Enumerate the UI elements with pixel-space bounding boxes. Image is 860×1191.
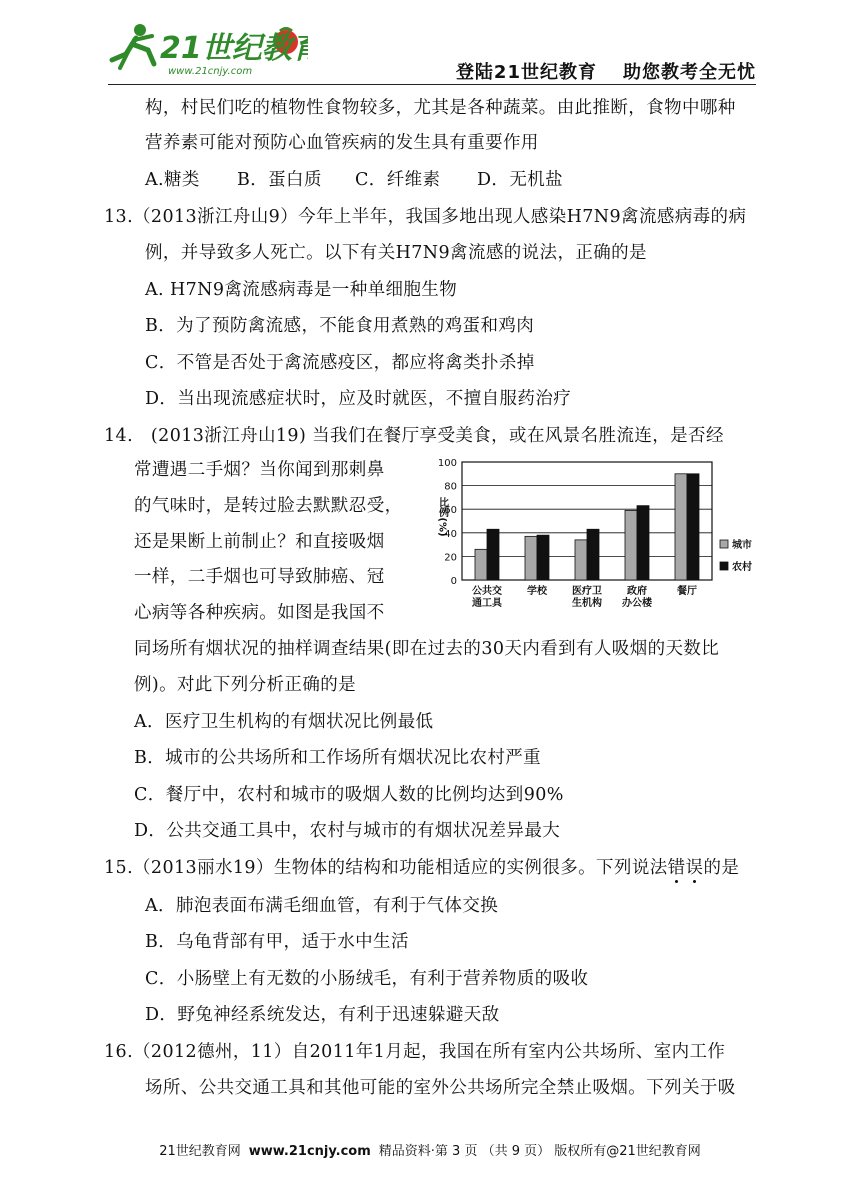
chart-svg — [420, 452, 760, 628]
q14-wrap-line3: 还是果断上前制止？和直接吸烟 — [134, 532, 385, 552]
x-tick-label: 生机构 — [572, 598, 602, 609]
q12-option-d: D．无机盐 — [477, 170, 564, 190]
q14-wrap-line4: 一样，二手烟也可导致肺癌、冠 — [134, 567, 385, 587]
q14-wrap-line5: 心病等各种疾病。如图是我国不 — [134, 603, 385, 623]
legend-swatch — [720, 540, 728, 548]
legend-label: 城市 — [732, 540, 752, 551]
q15-option-a: A．肺泡表面布满毛细血管，有利于气体交换 — [145, 896, 499, 916]
bar-rural — [587, 529, 599, 580]
x-tick-label: 医疗卫 — [572, 586, 602, 597]
q12-option-b: B．蛋白质 — [237, 170, 322, 190]
y-tick-label: 40 — [444, 528, 457, 540]
q12-line2: 营养素可能对预防心血管疾病的发生具有重要作用 — [145, 133, 539, 153]
q15-stem-end: 的是 — [703, 858, 740, 878]
bar-city — [625, 510, 637, 580]
header-slogan — [456, 58, 756, 84]
legend-label: 农村 — [732, 562, 752, 573]
y-tick-label: 0 — [450, 576, 457, 587]
q13-option-a: A. H7N9禽流感病毒是一种单细胞生物 — [145, 280, 458, 300]
bar-rural — [637, 506, 649, 580]
q14-option-b: B．城市的公共场所和工作场所有烟状况比农村严重 — [134, 748, 542, 768]
x-tick-label: 学校 — [527, 586, 547, 597]
q13-stem-line1: 13.（2013浙江舟山9）今年上半年，我国多地出现人感染H7N9禽流感病毒的病 — [104, 207, 747, 227]
bar-city — [525, 536, 537, 580]
bar-rural — [487, 529, 499, 580]
bar-rural — [537, 535, 549, 580]
y-tick-label: 60 — [444, 505, 457, 517]
logo — [108, 20, 308, 82]
q15-emphasis-2: 误 — [685, 858, 704, 878]
smoke-bar-chart — [420, 452, 760, 628]
x-tick-label: 办公楼 — [622, 598, 652, 609]
footer-text: 精品资料·第 3 页 （共 9 页） 版权所有@21世纪教育网 — [378, 1144, 701, 1159]
q13-option-b: B．为了预防禽流感，不能食用煮熟的鸡蛋和鸡肉 — [145, 316, 535, 336]
q12-options — [145, 168, 563, 192]
q13-option-c: C．不管是否处于禽流感疫区，都应将禽类扑杀掉 — [145, 353, 535, 373]
q12-option-a: A.糖类 — [145, 170, 200, 190]
footer-site: www.21cnjy.com — [248, 1144, 371, 1159]
bar-city — [575, 540, 587, 580]
slogan-left: 登陆21世纪教育 — [455, 62, 597, 83]
runner-icon — [112, 24, 154, 68]
slogan-right: 助您教考全无忧 — [623, 62, 756, 83]
q15-emphasis-1: 错 — [667, 858, 686, 878]
q14-option-d: D．公共交通工具中，农村与城市的有烟状况差异最大 — [134, 821, 561, 841]
legend-swatch — [720, 562, 728, 570]
x-tick-label: 通工具 — [472, 598, 502, 609]
q13-option-d: D．当出现流感症状时，应及时就医，不擅自服药治疗 — [145, 389, 572, 409]
q14-stem-line1: 14. (2013浙江舟山19) 当我们在餐厅享受美食，或在风景名胜流连，是否经 — [104, 426, 724, 446]
q14-wrap-line1: 常遭遇二手烟？当你闻到那刺鼻 — [134, 460, 385, 480]
q15-option-b: B．乌龟背部有甲，适于水中生活 — [145, 932, 409, 952]
q12-option-c: C．纤维素 — [355, 170, 441, 190]
bar-rural — [687, 474, 699, 580]
q15-option-d: D．野兔神经系统发达，有利于迅速躲避天敌 — [145, 1005, 500, 1025]
header-divider — [108, 84, 756, 85]
bar-city — [675, 474, 687, 580]
logo-text: 21世纪教育 — [160, 31, 308, 66]
q15-stem-text: 15.（2013丽水19）生物体的结构和功能相适应的实例很多。下列说法 — [104, 858, 668, 878]
y-tick-label: 100 — [437, 458, 457, 469]
q14-wrap-line2: 的气味时，是转过脸去默默忍受， — [134, 496, 403, 516]
footer-org: 21世纪教育网 — [159, 1144, 241, 1159]
q15-stem — [104, 856, 739, 880]
q16-stem-line1: 16.（2012德州，11）自2011年1月起，我国在所有室内公共场所、室内工作 — [104, 1042, 726, 1062]
x-tick-label: 餐厅 — [677, 586, 697, 597]
logo-url: www.21cnjy.com — [168, 66, 253, 77]
q14-option-c: C．餐厅中，农村和城市的吸烟人数的比例均达到90% — [134, 785, 564, 805]
y-tick-label: 80 — [444, 481, 457, 493]
q14-stem-line3: 例)。对此下列分析正确的是 — [134, 675, 357, 695]
y-axis-label: 比例(%) — [436, 497, 448, 537]
x-tick-label: 政府 — [627, 586, 647, 597]
page-footer — [100, 1140, 760, 1159]
q14-stem-line2: 同场所有烟状况的抽样调查结果(即在过去的30天内看到有人吸烟的天数比 — [134, 639, 720, 659]
q13-stem-line2: 例，并导致多人死亡。以下有关H7N9禽流感的说法，正确的是 — [145, 243, 647, 263]
q12-line1: 构，村民们吃的植物性食物较多，尤其是各种蔬菜。由此推断，食物中哪种 — [145, 98, 736, 118]
bar-city — [475, 549, 487, 580]
q14-option-a: A．医疗卫生机构的有烟状况比例最低 — [134, 712, 434, 732]
x-tick-label: 公共交 — [472, 586, 502, 597]
y-tick-label: 20 — [444, 552, 457, 564]
q16-stem-line2: 场所、公共交通工具和其他可能的室外公共场所完全禁止吸烟。下列关于吸 — [145, 1078, 736, 1098]
q15-option-c: C．小肠壁上有无数的小肠绒毛，有利于营养物质的吸收 — [145, 969, 589, 989]
